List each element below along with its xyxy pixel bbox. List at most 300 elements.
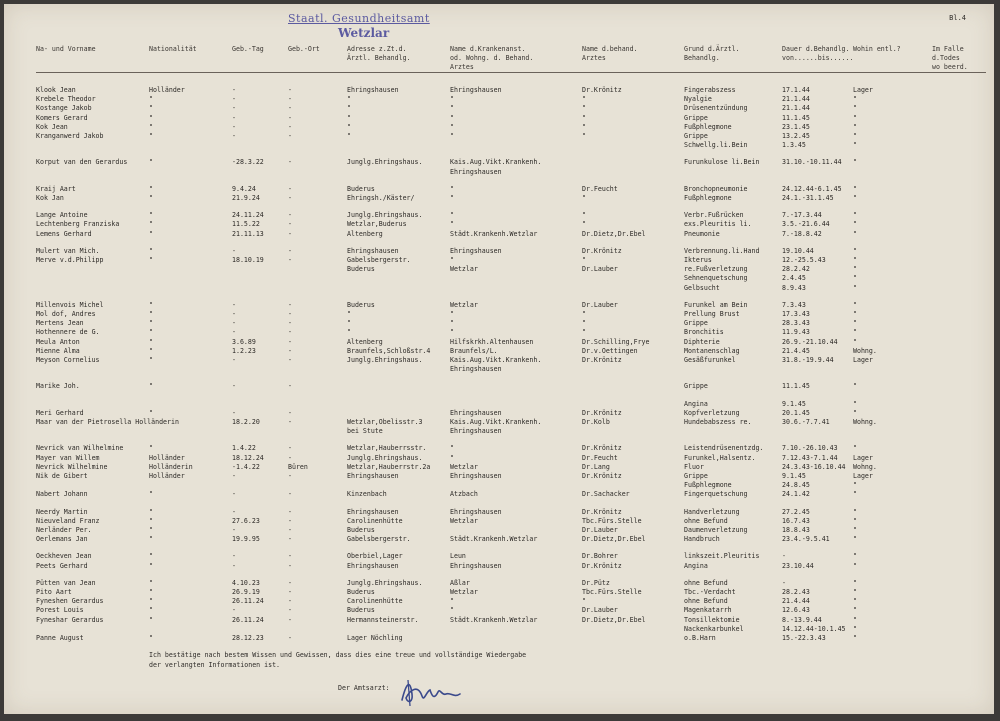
cell-doctor: Dr.Pütz xyxy=(582,578,610,587)
cell-addr: Braunfels,Schloßstr.4 xyxy=(347,346,431,355)
cell-dest: " xyxy=(853,132,857,140)
cell-dur: 28.3.43 xyxy=(782,319,810,328)
table-row xyxy=(4,274,994,283)
cell-name: Mulert van Mich. xyxy=(36,246,100,255)
cell-nat: " xyxy=(149,184,153,193)
cell-reason: Hundebabszess re. xyxy=(684,418,752,426)
cell-dob: 26.11.24 xyxy=(232,615,264,624)
cell-addr: Ehringshausen xyxy=(347,507,399,516)
cell-doctor: Dr.Dietz,Dr.Ebel xyxy=(582,615,646,624)
cell-dob: 18.2.20 xyxy=(232,418,260,426)
cell-dur: 16.7.43 xyxy=(782,516,810,525)
cell-reason: Bronchopneumonie xyxy=(684,184,748,193)
cell-addr: Ehringshausen xyxy=(347,472,399,480)
cell-dur: 7.12.43-7.1.44 xyxy=(782,453,838,462)
cell-doctor: Dr.Krönitz xyxy=(582,408,622,417)
cell-reason: o.B.Harn xyxy=(684,634,716,642)
cell-reason: Nackenkarbunkel xyxy=(684,624,744,633)
cell-reason: Prellung Brust xyxy=(684,310,740,318)
cell-reason: exs.Pleuritis li. xyxy=(684,220,752,229)
table-row xyxy=(4,356,994,365)
table-row xyxy=(4,472,994,481)
cell-dur: 7.3.43 xyxy=(782,300,806,309)
office-stamp xyxy=(288,12,478,40)
cell-reason: Leistendrüsenentzdg. xyxy=(684,444,764,453)
cell-dest: " xyxy=(853,211,857,220)
cell-name: Kostange Jakob xyxy=(36,104,92,113)
stamp-line-2: Wetzlar xyxy=(338,26,390,40)
cell-addr: Buderus xyxy=(347,265,375,274)
cell-addr: Gabelsbergerstr. xyxy=(347,535,411,544)
cell-dob: 27.6.23 xyxy=(232,516,260,525)
cell-dur: 1.3.45 xyxy=(782,141,806,150)
cell-nat: " xyxy=(149,319,153,328)
column-header: Grund d.Ärztl. Behandlg. xyxy=(684,45,740,62)
cell-dur: 14.12.44-10.1.45 xyxy=(782,624,846,633)
cell-dob: -1.4.22 xyxy=(232,462,260,471)
cell-dob: 28.12.23 xyxy=(232,634,264,642)
cell-reason: Drüsenentzündung xyxy=(684,104,748,113)
cell-nat: " xyxy=(149,408,153,417)
table-row xyxy=(4,310,994,319)
cell-dest: " xyxy=(853,104,857,113)
cell-dur: 13.2.45 xyxy=(782,132,810,140)
cell-nat: " xyxy=(149,246,153,255)
cell-dest: " xyxy=(853,246,857,255)
cell-doctor: " xyxy=(582,132,586,140)
cell-pob: - xyxy=(288,337,292,346)
cell-addr: Lager Nöchling xyxy=(347,634,403,642)
cell-doctor: Dr.Krönitz xyxy=(582,86,622,94)
cell-dob: 21.11.13 xyxy=(232,229,264,238)
cell-pob: - xyxy=(288,561,292,570)
cell-dest: " xyxy=(853,256,857,264)
cell-pob: - xyxy=(288,615,292,624)
cell-dob: - xyxy=(232,552,236,561)
cell-name: Fyneshen Gerardus xyxy=(36,597,104,606)
cell-doctor: Dr.Lauber xyxy=(582,300,618,309)
cell-doctor: Dr.Dietz,Dr.Ebel xyxy=(582,535,646,544)
cell-dur: 3.5.-21.6.44 xyxy=(782,220,830,229)
table-row xyxy=(4,265,994,274)
cell-dest: " xyxy=(853,634,857,642)
cell-nat: Holländer xyxy=(149,453,185,462)
cell-dob: 26.9.19 xyxy=(232,588,260,596)
cell-reason: Kopfverletzung xyxy=(684,408,740,417)
cell-nat: " xyxy=(149,113,153,122)
cell-dest: " xyxy=(853,606,857,615)
column-header: Geb.-Ort xyxy=(288,45,320,53)
cell-dur: 30.6.-7.7.41 xyxy=(782,418,830,426)
cell-pob: - xyxy=(288,328,292,337)
cell-addr: Junglg.Ehringshaus. xyxy=(347,578,423,587)
cell-dest: " xyxy=(853,516,857,525)
table-row xyxy=(4,481,994,490)
cell-reason: Furunkulose li.Bein xyxy=(684,158,760,167)
cell-name: Korput van den Gerardus xyxy=(36,158,128,167)
cell-addr: Buderus xyxy=(347,184,375,193)
cell-dur: 24.3.43-16.10.44 xyxy=(782,462,846,471)
cell-doctor: Tbc.Fürs.Stelle xyxy=(582,516,642,525)
cell-reason: Schwellg.li.Bein xyxy=(684,141,748,150)
cell-hosp: Ehringshausen xyxy=(450,561,502,570)
column-header: Adresse z.Zt.d. Ärztl. Behandlg. xyxy=(347,45,411,62)
cell-dob: - xyxy=(232,328,236,337)
cell-reason: Gelbsucht xyxy=(684,283,720,292)
cell-dest: " xyxy=(853,526,857,534)
table-row xyxy=(4,526,994,535)
cell-doctor: " xyxy=(582,220,586,229)
cell-pob: - xyxy=(288,453,292,462)
cell-hosp: Hilfskrkh.Altenhausen xyxy=(450,337,534,346)
cell-nat: " xyxy=(149,490,153,499)
cell-addr: Junglg.Ehringshaus. xyxy=(347,453,423,462)
cell-nat: " xyxy=(149,346,153,355)
cell-doctor: Dr.Lauber xyxy=(582,606,618,615)
cell-pob: - xyxy=(288,211,292,220)
cell-addr: Ehringshausen xyxy=(347,86,399,94)
cell-name: Fyneshar Gerardus xyxy=(36,615,104,624)
cell-reason: Tonsillektomie xyxy=(684,615,740,624)
cell-pob: - xyxy=(288,552,292,561)
cell-dur: 2.4.45 xyxy=(782,274,806,283)
cell-dur: 7.-17.3.44 xyxy=(782,211,822,220)
cell-reason: Fußphlegmone xyxy=(684,481,732,490)
cell-name: Kraij Aart xyxy=(36,184,76,193)
cell-hosp: Kais.Aug.Vikt.Krankenh. xyxy=(450,356,542,364)
cell-reason: Fußphlegmone xyxy=(684,122,732,131)
cell-dob: 9.4.24 xyxy=(232,184,256,193)
cell-hosp: " xyxy=(450,184,454,193)
cell-dur: 31.10.-10.11.44 xyxy=(782,158,842,167)
cell-name: Klook Jean xyxy=(36,86,76,94)
cell-addr: Buderus xyxy=(347,300,375,309)
cell-addr: Ehringshausen xyxy=(347,561,399,570)
cell-dest: " xyxy=(853,141,857,150)
cell-reason: Grippe xyxy=(684,132,708,140)
cell-pob: - xyxy=(288,578,292,587)
cell-doctor: Dr.Kolb xyxy=(582,418,610,426)
cell-nat: " xyxy=(149,356,153,364)
cell-dest: " xyxy=(853,588,857,596)
cell-hosp: " xyxy=(450,328,454,337)
cell-dur: - xyxy=(782,578,786,587)
cell-pob: - xyxy=(288,220,292,229)
cell-dest: " xyxy=(853,552,857,561)
cell-doctor: Dr.Dietz,Dr.Ebel xyxy=(582,229,646,238)
cell-hosp: " xyxy=(450,319,454,328)
cell-hosp: Wetzlar xyxy=(450,516,478,525)
cell-addr: " xyxy=(347,132,351,140)
cell-dur: 12.-25.5.43 xyxy=(782,256,826,264)
cell-dest: " xyxy=(853,490,857,499)
cell-addr: Junglg.Ehringshaus. xyxy=(347,158,423,167)
cell-nat: " xyxy=(149,634,153,642)
table-row xyxy=(4,400,994,409)
cell-reason: Pneumonie xyxy=(684,229,720,238)
cell-reason: Furunkel am Bein xyxy=(684,300,748,309)
cell-hosp: Wetzlar xyxy=(450,588,478,596)
cell-dob: - xyxy=(232,490,236,499)
cell-pob: - xyxy=(288,194,292,202)
cell-dur: 24.12.44-6.1.45 xyxy=(782,184,842,193)
cell-reason: Sehnenquetschung xyxy=(684,274,748,283)
cell-pob: - xyxy=(288,104,292,113)
cell-dest: Lager xyxy=(853,356,873,364)
cell-dob: - xyxy=(232,526,236,534)
cell-addr: Wetzlar,Obelisstr.3 xyxy=(347,418,423,426)
cell-hosp: Wetzlar xyxy=(450,300,478,309)
table-row xyxy=(4,230,994,239)
cell-dob: - xyxy=(232,310,236,318)
cell-name: Meri Gerhard xyxy=(36,408,84,417)
cell-pob: - xyxy=(288,606,292,615)
cell-reason: Fingerabszess xyxy=(684,86,736,94)
cell-dur: 7.-18.8.42 xyxy=(782,229,822,238)
certification-text: Ich bestätige nach bestem Wissen und Gewissen, dass dies eine treue und vollständige Wiedergabe der verlangten Informationen ist. xyxy=(149,651,527,669)
cell-name: Nevrick Wilhelmine xyxy=(36,462,108,471)
cell-name: Mienne Alma xyxy=(36,346,80,355)
cell-dur: 11.9.43 xyxy=(782,328,810,337)
cell-pob: - xyxy=(288,516,292,525)
table-row xyxy=(4,301,994,310)
cell-dur: 21.4.44 xyxy=(782,597,810,606)
cell-doctor: Dr.Lauber xyxy=(582,526,618,534)
table-row xyxy=(4,444,994,453)
cell-addr: Carolinenhütte xyxy=(347,597,403,606)
cell-addr: Gabelsbergerstr. xyxy=(347,256,411,264)
cell-pob: - xyxy=(288,490,292,499)
page-number: Bl.4 xyxy=(949,14,966,22)
table-row xyxy=(4,616,994,625)
cell-dob: 4.10.23 xyxy=(232,578,260,587)
cell-hosp: " xyxy=(450,444,454,453)
cell-dest: " xyxy=(853,444,857,453)
table-row xyxy=(4,256,994,265)
cell-nat: " xyxy=(149,606,153,615)
table-row xyxy=(4,490,994,499)
cell-dob: - xyxy=(232,319,236,328)
table-row xyxy=(4,418,994,427)
cell-name: Pütten van Jean xyxy=(36,578,96,587)
cell-dur: 24.8.45 xyxy=(782,481,810,490)
cell-addr: Buderus xyxy=(347,526,375,534)
cell-nat: " xyxy=(149,382,153,391)
cell-reason: Grippe xyxy=(684,113,708,122)
cell-doctor: Dr.v.Oettingen xyxy=(582,346,638,355)
signature-image xyxy=(396,674,466,712)
cell-dest: Wohng. xyxy=(853,462,877,471)
cell-name: Komers Gerard xyxy=(36,113,88,122)
cell-reason: Angina xyxy=(684,399,708,408)
table-row xyxy=(4,86,994,95)
cell-nat: " xyxy=(149,526,153,534)
cell-dest: " xyxy=(853,184,857,193)
cell-dur: 8.-13.9.44 xyxy=(782,615,822,624)
cell-pob: - xyxy=(288,319,292,328)
cell-dest: " xyxy=(853,319,857,328)
cell-doctor: " xyxy=(582,211,586,220)
cell-hosp: " xyxy=(450,310,454,318)
cell-nat: " xyxy=(149,615,153,624)
cell-hosp: " xyxy=(450,95,454,104)
cell-name: Panne August xyxy=(36,634,84,642)
cell-dest: " xyxy=(853,382,857,391)
cell-hosp: " xyxy=(450,104,454,113)
cell-nat: " xyxy=(149,552,153,561)
cell-dob: - xyxy=(232,561,236,570)
cell-dob: 19.9.95 xyxy=(232,535,260,544)
cell-name: Kranganwerd Jakob xyxy=(36,132,104,140)
cell-dob: - xyxy=(232,382,236,391)
cell-nat: " xyxy=(149,158,153,167)
cell-name: Lechtenberg Franziska xyxy=(36,220,120,229)
cell-dest: Lager xyxy=(853,453,873,462)
table-row xyxy=(4,463,994,472)
cell-dest: " xyxy=(853,113,857,122)
cell-dob: - xyxy=(232,86,236,94)
cell-name: Nerländer Per. xyxy=(36,526,92,534)
column-header: Wohin entl.? xyxy=(853,45,901,53)
cell-nat: " xyxy=(149,444,153,453)
cell-reason: Grippe xyxy=(684,319,708,328)
cell-reason: Handbruch xyxy=(684,535,720,544)
cell-nat: " xyxy=(149,256,153,264)
cell-hosp: Städt.Krankenh.Wetzlar xyxy=(450,535,538,544)
cell-hosp: Kais.Aug.Vikt.Krankenh. xyxy=(450,418,542,426)
cell-hosp: " xyxy=(450,256,454,264)
cell-hosp: Ehringshausen xyxy=(450,507,502,516)
table-row xyxy=(4,123,994,132)
cell-name: Mol dof, Andres xyxy=(36,310,96,318)
cell-doctor: Dr.Krönitz xyxy=(582,356,622,364)
cell-name: Oeckheven Jean xyxy=(36,552,92,561)
cell-dob: - xyxy=(232,113,236,122)
cell-dest: Lager xyxy=(853,472,873,480)
table-row xyxy=(4,625,994,634)
cell-dur: 26.9.-21.10.44 xyxy=(782,337,838,346)
cell-pob: - xyxy=(288,346,292,355)
cell-dur: 28.2.43 xyxy=(782,588,810,596)
cell-hosp: Ehringshausen xyxy=(450,86,502,94)
cell-pob: - xyxy=(288,158,292,167)
cell-addr: Ehringsh./Käster/ xyxy=(347,194,415,202)
table-row xyxy=(4,168,994,177)
cell-hosp: Ehringshausen xyxy=(450,167,502,176)
cell-dest: " xyxy=(853,328,857,337)
cell-dest: Lager xyxy=(853,86,873,94)
cell-doctor: " xyxy=(582,597,586,606)
table-row xyxy=(4,427,994,436)
cell-hosp: " xyxy=(450,113,454,122)
cell-pob: Büren xyxy=(288,462,308,471)
cell-dob: - xyxy=(232,95,236,104)
cell-dur: 21.4.45 xyxy=(782,346,810,355)
cell-dest: " xyxy=(853,220,857,229)
cell-dob: - xyxy=(232,122,236,131)
cell-hosp: " xyxy=(450,194,454,202)
cell-dest: " xyxy=(853,194,857,202)
cell-hosp: Braunfels/L. xyxy=(450,346,498,355)
cell-doctor: " xyxy=(582,310,586,318)
column-header: Nationalität xyxy=(149,45,197,53)
cell-doctor: Dr.Krönitz xyxy=(582,507,622,516)
cell-doctor: " xyxy=(582,113,586,122)
column-header: Geb.-Tag xyxy=(232,45,264,53)
cell-reason: Angina xyxy=(684,561,708,570)
cell-pob: - xyxy=(288,95,292,104)
cell-dur: 24.1.42 xyxy=(782,490,810,499)
cell-addr: " xyxy=(347,122,351,131)
cell-hosp: " xyxy=(450,597,454,606)
cell-pob: - xyxy=(288,382,292,391)
cell-reason: Diphterie xyxy=(684,337,720,346)
cell-pob: - xyxy=(288,132,292,140)
column-header: Dauer d.Behandlg. von......bis...... xyxy=(782,45,854,62)
cell-addr: Altenberg xyxy=(347,337,383,346)
cell-dur: 9.1.45 xyxy=(782,399,806,408)
table-row xyxy=(4,114,994,123)
cell-dob: 18.12.24 xyxy=(232,453,264,462)
cell-addr: " xyxy=(347,319,351,328)
cell-pob: - xyxy=(288,122,292,131)
cell-addr: Junglg.Ehringshaus. xyxy=(347,356,423,364)
cell-doctor: Dr.Feucht xyxy=(582,184,618,193)
cell-name: Lange Antoine xyxy=(36,211,88,220)
cell-pob: - xyxy=(288,229,292,238)
cell-dest: " xyxy=(853,95,857,104)
table-row xyxy=(4,552,994,561)
cell-dest: " xyxy=(853,481,857,490)
table-row xyxy=(4,508,994,517)
cell-dur: 21.1.44 xyxy=(782,104,810,113)
cell-nat: " xyxy=(149,220,153,229)
cell-dob: - xyxy=(232,104,236,113)
cell-doctor: Dr.Lauber xyxy=(582,265,618,274)
cell-addr: " xyxy=(347,104,351,113)
cell-dest: " xyxy=(853,615,857,624)
cell-doctor: " xyxy=(582,319,586,328)
cell-addr: Ehringshausen xyxy=(347,246,399,255)
cell-pob: - xyxy=(288,300,292,309)
table-row xyxy=(4,634,994,643)
cell-dest: " xyxy=(853,597,857,606)
cell-nat: " xyxy=(149,211,153,220)
cell-pob: - xyxy=(288,256,292,264)
cell-dur: 11.1.45 xyxy=(782,113,810,122)
cell-reason: Fußphlegmone xyxy=(684,194,732,202)
cell-nat: " xyxy=(149,516,153,525)
cell-nat: " xyxy=(149,132,153,140)
cell-dur: 23.4.-9.5.41 xyxy=(782,535,830,544)
cell-doctor: Dr.Schilling,Frye xyxy=(582,337,650,346)
column-header: Im Falle d.Todes wo beerd. xyxy=(932,45,968,71)
cell-dest: " xyxy=(853,300,857,309)
cell-pob: - xyxy=(288,310,292,318)
cell-dur: 18.8.43 xyxy=(782,526,810,534)
cell-reason: Bronchitis xyxy=(684,328,724,337)
cell-doctor: Dr.Krönitz xyxy=(582,561,622,570)
cell-nat: " xyxy=(149,95,153,104)
cell-addr: Hermannsteinerstr. xyxy=(347,615,419,624)
cell-addr: Buderus xyxy=(347,588,375,596)
cell-pob: - xyxy=(288,526,292,534)
cell-reason: ohne Befund xyxy=(684,597,728,606)
cell-reason: Ikterus xyxy=(684,256,712,264)
cell-hosp: Leun xyxy=(450,552,466,561)
table-row xyxy=(4,338,994,347)
document-page xyxy=(4,4,994,714)
